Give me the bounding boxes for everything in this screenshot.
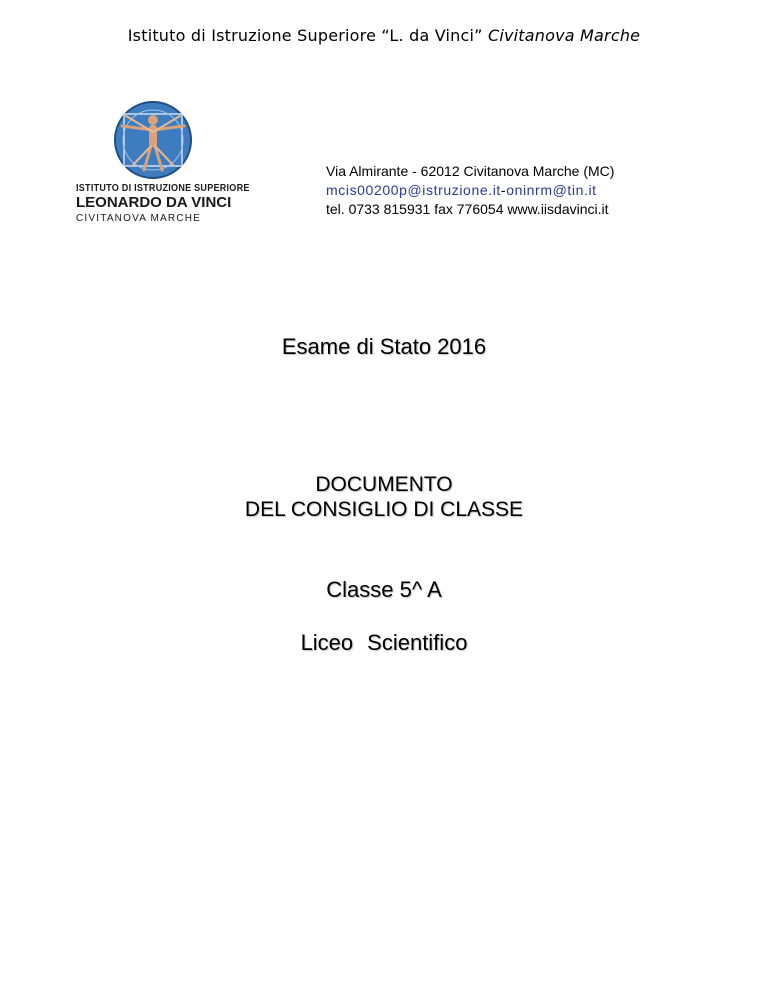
school-type <box>0 630 768 656</box>
header-school: Istituto di Istruzione Superiore “L. da Vinci” <box>127 26 483 45</box>
contact-emails <box>326 181 614 200</box>
contact-address: Via Almirante - 62012 Civitanova Marche (MC) <box>326 163 615 179</box>
header-city: Civitanova Marche <box>487 26 641 45</box>
logo-school-name: LEONARDO DA VINCI <box>76 194 232 211</box>
exam-title: Esame di Stato 2016 <box>281 334 487 359</box>
contact-info <box>326 162 614 219</box>
vitruvian-man-emblem-icon <box>110 100 196 180</box>
document-title-line1: DOCUMENTO <box>315 473 453 496</box>
logo-institute-label: ISTITUTO DI ISTRUZIONE SUPERIORE <box>76 182 250 194</box>
contact-email-separator: - <box>500 182 507 198</box>
contact-phone-web: tel. 0733 815931 fax 776054 www.iisdavinci.it <box>326 201 609 217</box>
contact-email-secondary[interactable]: oninrm@tin.it <box>506 182 597 198</box>
document-title-line2: DEL CONSIGLIO DI CLASSE <box>244 498 524 521</box>
contact-email-primary[interactable]: mcis00200p@istruzione.it <box>326 182 501 198</box>
class-name: Classe 5^ A <box>326 577 442 602</box>
logo-city: CIVITANOVA MARCHE <box>76 213 202 224</box>
page-header <box>0 26 768 45</box>
school-type-word1: Liceo <box>300 630 354 655</box>
school-type-word2: Scientifico <box>367 630 468 655</box>
